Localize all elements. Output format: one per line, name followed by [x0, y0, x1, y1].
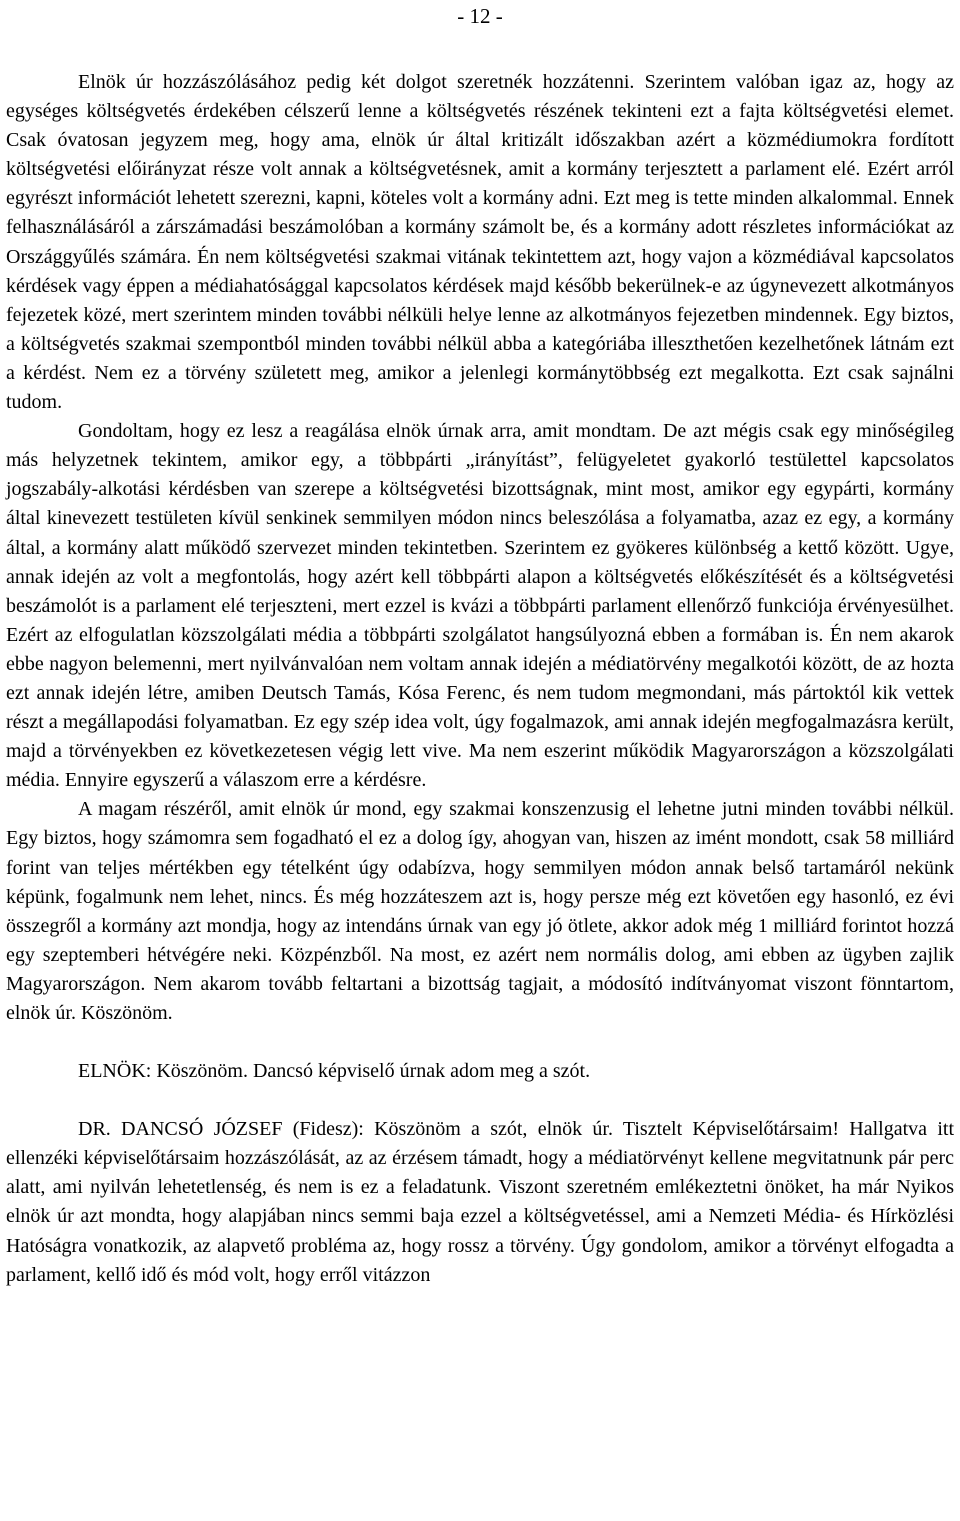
chair-statement: ELNÖK: Köszönöm. Dancsó képviselő úrnak adom meg a szót. — [78, 1060, 591, 1083]
document-body — [6, 68, 954, 1290]
paragraph-2: Gondoltam, hogy ez lesz a reagálása elnök úrnak arra, amit mondtam. De azt mégis csak egy minőségileg más helyzetnek tekintem, amikor egy, a többpárti „irányítást”, felügyeletet gyakorló testülettel kapcsolatos jogszabály-alkotási kérdésben van szerepe a költségvetési bizottságnak, mint most, amikor egy egypárti, kormány által kinevezett testületen kívül senkinek semmilyen módon nincs beleszólása a folyamatba, azaz ez egy, a kormány által, a kormány alatt működő szervezet minden tekintetben. Szerintem ez gyökeres különbség a kettő között. Ugye, annak idején az volt a megfontolás, hogy azért kell többpárti alapon a költségvetés előkészítését és a költségvetési beszámolót is a parlament elé terjeszteni, mert ezzel is kvázi a többpárti parlament ellenőrző funkciója érvényesülhet. Ezért az elfogulatlan közszolgálati média a többpárti szolgálatot hangsúlyozná ebben a formában is. Én nem akarok ebbe nagyon belemenni, mert nyilvánvalóan nem voltam annak idején a médiatörvény megalkotói között, de az hozta ezt annak idején létre, amiben Deutsch Tamás, Kósa Ferenc, és nem tudom megmondani, más pártoktól kik vettek részt a megállapodási folyamatban. Ez egy szép idea volt, úgy fogalmazok, ami annak idején megfogalmazásra került, majd a törvényekben ez következetesen végig lett vive. Ma nem eszerint működik Magyarországon a közszolgálati média. Ennyire egyszerű a válaszom erre a kérdésre. — [6, 420, 954, 792]
speaker-statement: DR. DANCSÓ JÓZSEF (Fidesz): Köszönöm a szót, elnök úr. Tisztelt Képviselőtársaim! Hallgatva itt ellenzéki képviselőtársaim hozzászólását, az az érzésem támadt, hogy a médiatörvényt kellene megvitatnunk pár perc alatt, ami nyilván lehetetlenség, és nem is ez a feladatunk. Viszont szeretném emlékeztetni önöket, ha már Nyikos elnök úr azt mondta, hogy alapjában nincs semmi baja ezzel a költségvetéssel, ami a Nemzeti Média- és Hírközlési Hatóságra vonatkozik, az alapvető probléma az, hogy rossz a törvény. Úgy gondolom, amikor a törvényt elfogadta a parlament, kellő idő és mód volt, hogy erről vitázzon — [6, 1118, 954, 1286]
paragraph-3: A magam részéről, amit elnök úr mond, egy szakmai konszenzusig el lehetne jutni minden további nélkül. Egy biztos, hogy számomra sem fogadható el ez a dolog így, ahogyan van, hiszen az imént mondott, csak 58 milliárd forint van teljes mértékben egy tételként úgy odabízva, hogy semmilyen módon annak belső tartamáról nekünk képünk, fogalmunk nem lehet, nincs. És még hozzáteszem azt is, hogy persze még ezt követően egy hasonló, ez évi összegről a kormány azt mondja, hogy az intendáns úrnak van egy jó ötlete, akkor adok még 1 milliárd forintot hozzá egy szeptemberi hétvégére neki. Közpénzből. Na most, ez azért nem normális dolog, ami ebben az ügyben zajlik Magyarországon. Nem akarom tovább feltartani a bizottság tagjait, a módosító indítványomat viszont fönntartom, elnök úr. Köszönöm. — [6, 798, 954, 1024]
paragraph-1: Elnök úr hozzászólásához pedig két dolgot szeretnék hozzátenni. Szerintem valóban igaz az, hogy az egységes költségvetés érdekében célszerű lenne a költségvetés részének tekinteni ezt a fajta költségvetési elemet. Csak óvatosan jegyzem meg, hogy ama, elnök úr által kritizált időszakban azért a közmédiumokra fordított költségvetési előirányzat része volt annak a költségvetésnek, amit a kormány terjesztett a parlament elé. Ezért arról egyrészt információt lehetett szerezni, kapni, köteles volt a kormány adni. Ezt meg is tette minden alkalommal. Ennek felhasználásáról a zárszámadási beszámolóban a kormány számolt be, és a kormány adott részletes információkat az Országgyűlés számára. Én nem költségvetési szakmai vitának tekintettem azt, hogy vajon a közmédiával kapcsolatos kérdések vagy éppen a médiahatósággal kapcsolatos kérdések majd később bekerülnek-e az úgynevezett alkotmányos fejezetek közé, mert szerintem minden további nélküli helye lenne az alkotmányos fejezetben mindennek. Egy biztos, a költségvetés szakmai szempontból minden további nélkül abba a kategóriába illeszthetően kezelhetőnek látnám ezt a kérdést. Nem ez a törvény született meg, amikor a jelenlegi kormánytöbbség ezt megalkotta. Ezt csak sajnálni tudom. — [6, 71, 954, 414]
page-number: - 12 - — [457, 4, 503, 28]
